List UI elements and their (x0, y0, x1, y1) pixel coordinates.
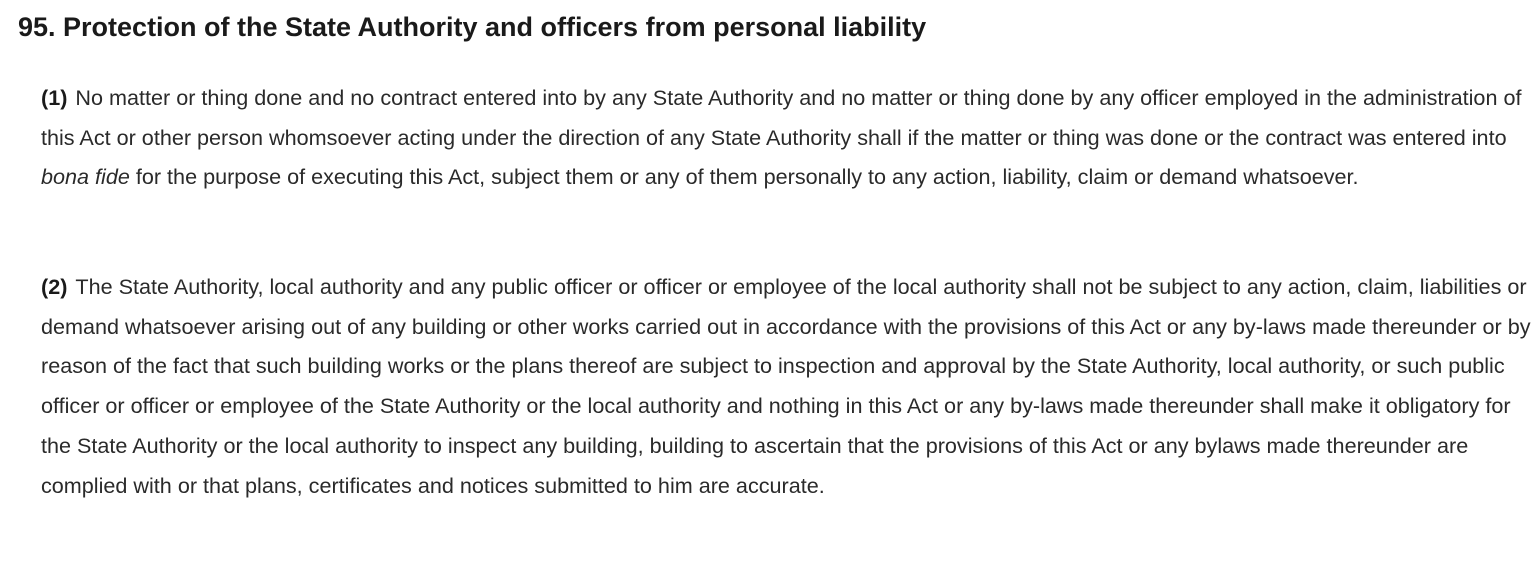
subsection-text: No matter or thing done and no contract entered into by any State Authority and no matter or thing done by any officer employed in the administration of this Act or other person whomsoever acting under the direction of any State Authority shall if the matter or thing was done or the contract was entered into (41, 85, 1522, 150)
subsection-text: The State Authority, local authority and any public officer or officer or employee of the local authority shall not be subject to any action, claim, liabilities or demand whatsoever arising out of any building or other works carried out in accordance with the provisions of this Act or any by-laws made thereunder or by reason of the fact that such building works or the plans thereof are subject to inspection and approval by the State Authority, local authority, or such public officer or officer or employee of the State Authority or the local authority and nothing in this Act or any by-laws made thereunder shall make it obligatory for the State Authority or the local authority to inspect any building, building to ascertain that the provisions of this Act or any bylaws made thereunder are complied with or that plans, certificates and notices submitted to him are accurate. (41, 274, 1531, 498)
subsection-italic-text: bona fide (41, 164, 130, 190)
section-title: 95. Protection of the State Authority and officers from personal liability (18, 12, 927, 42)
subsection-1 (41, 78, 1533, 197)
subsection-2 (41, 267, 1533, 505)
subsection-number: (2) (41, 274, 68, 299)
subsection-text-continued: for the purpose of executing this Act, subject them or any of them personally to any action, liability, claim or demand whatsoever. (129, 164, 1359, 190)
subsection-number: (1) (41, 85, 68, 110)
